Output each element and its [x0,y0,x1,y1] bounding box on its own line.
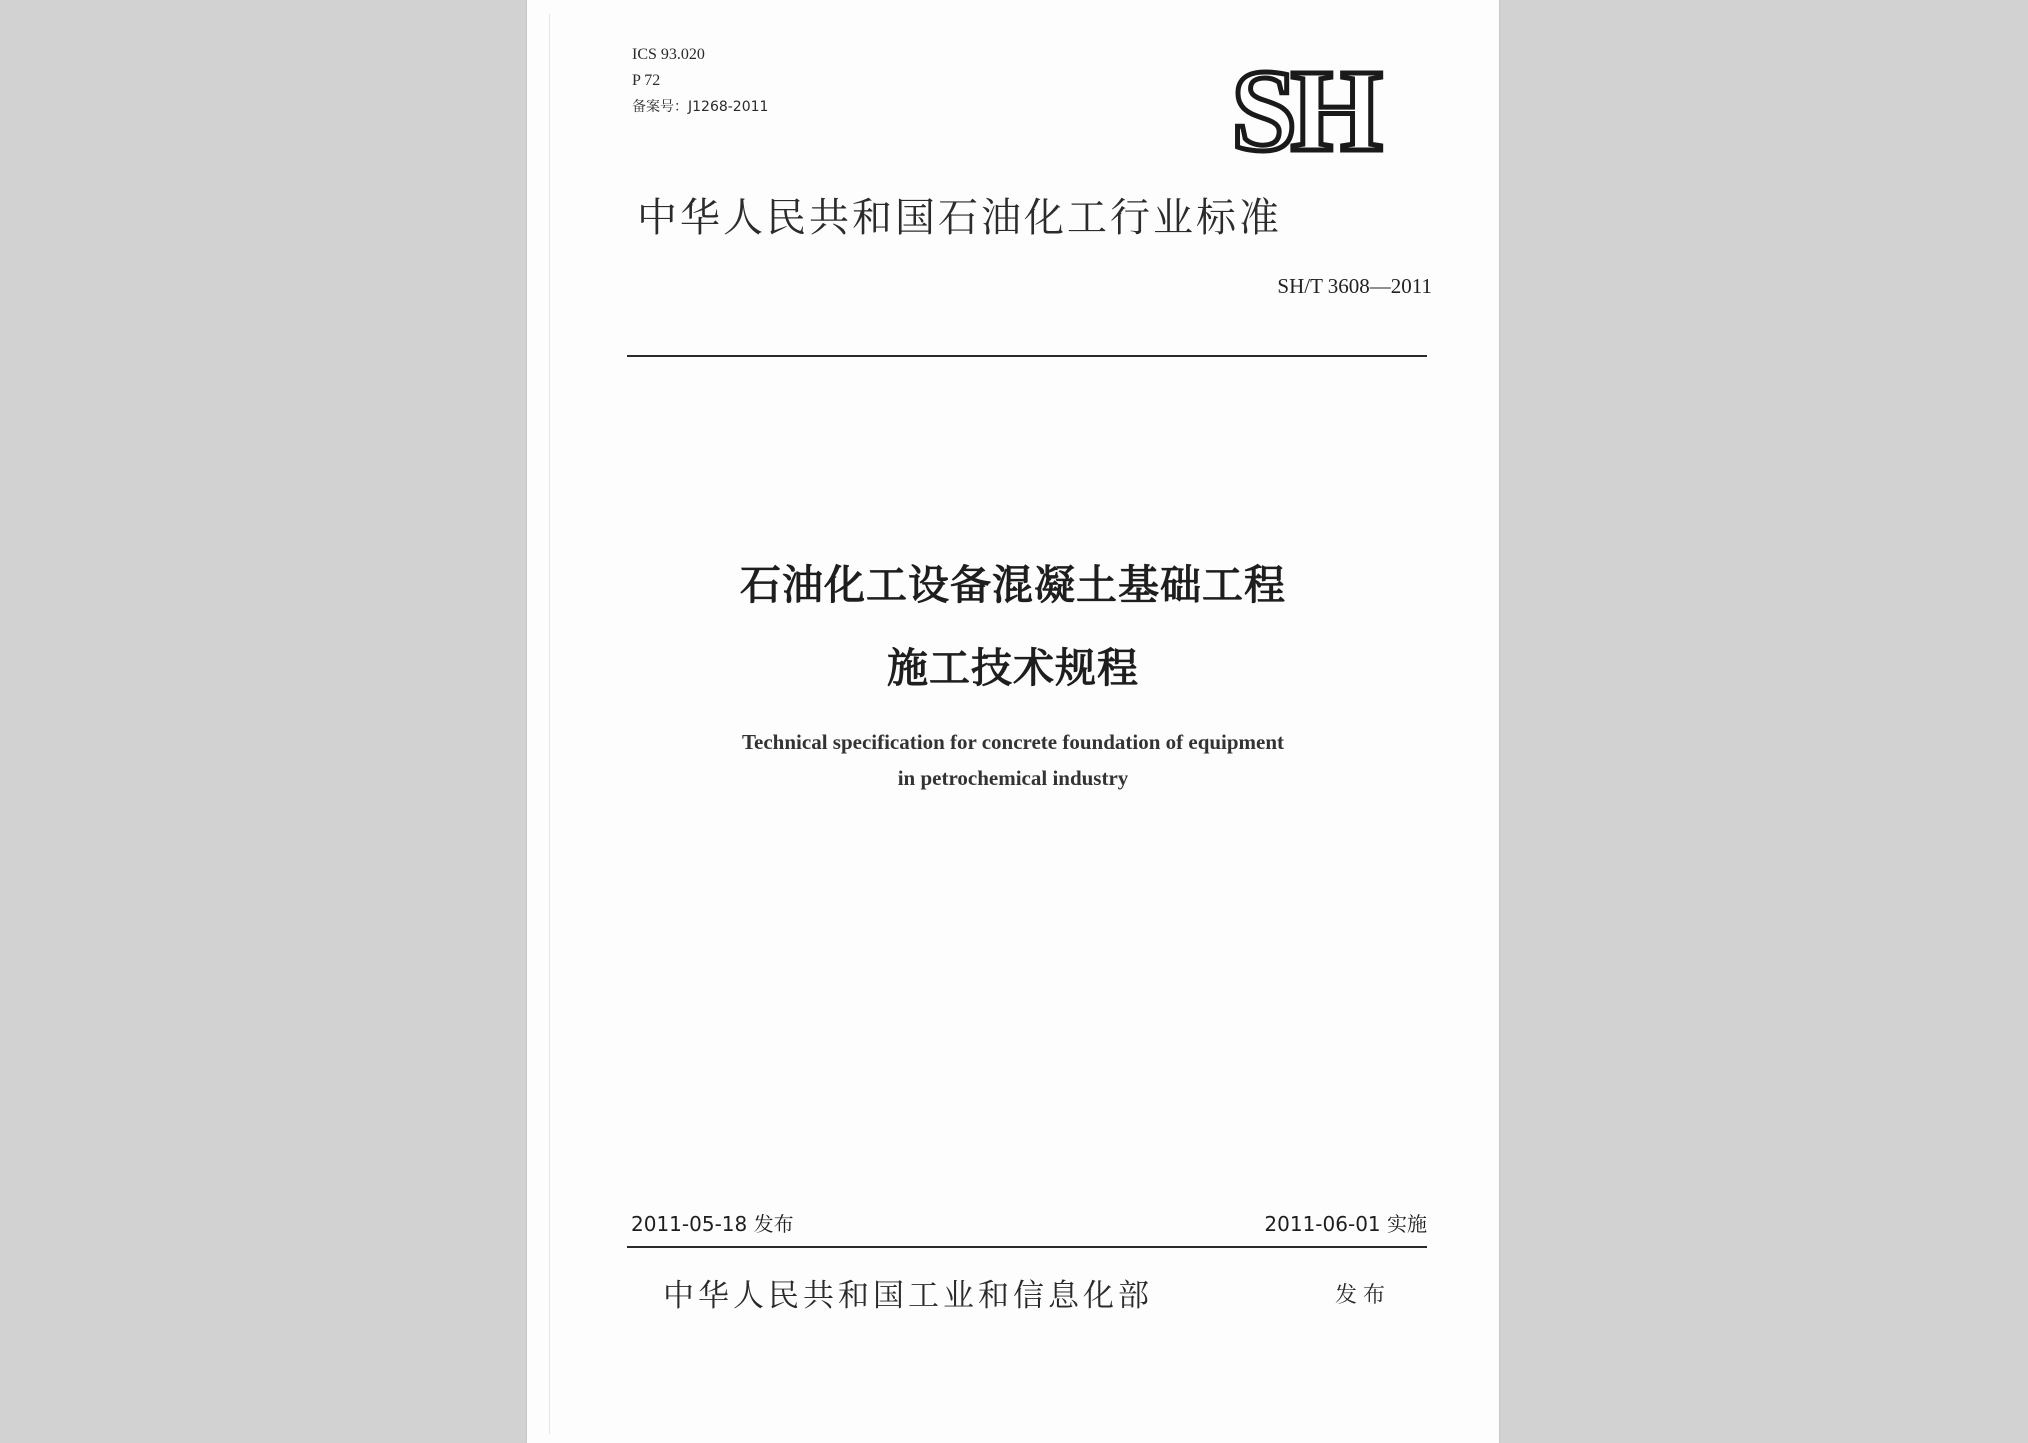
publish-label: 发布 [1335,1283,1392,1308]
industry-standard-title: 中华人民共和国石油化工行业标准 [637,195,1282,241]
standard-code: SH/T 3608—2011 [1277,274,1432,298]
classification-code: P 72 [632,72,661,89]
issue-date: 2011-05-18 发布 [631,1212,794,1236]
title-cn-line1: 石油化工设备混凝土基础工程 [740,561,1286,609]
filing-number: 备案号：J1268-2011 [632,99,769,115]
standard-cover-page [527,0,1499,1443]
page-edge-line [549,14,550,1434]
sh-logo-text: SH [1231,58,1377,162]
title-en-line1: Technical specification for concrete foundation of equipment [741,730,1285,754]
bottom-rule [627,1246,1427,1248]
implement-date: 2011-06-01 实施 [1264,1212,1427,1236]
top-rule [627,355,1427,357]
title-en-line2: in petrochemical industry [897,766,1129,790]
title-cn-line2: 施工技术规程 [887,644,1139,692]
publisher-name: 中华人民共和国工业和信息化部 [663,1278,1153,1314]
ics-code: ICS 93.020 [632,46,705,63]
sh-logo [1203,58,1405,162]
